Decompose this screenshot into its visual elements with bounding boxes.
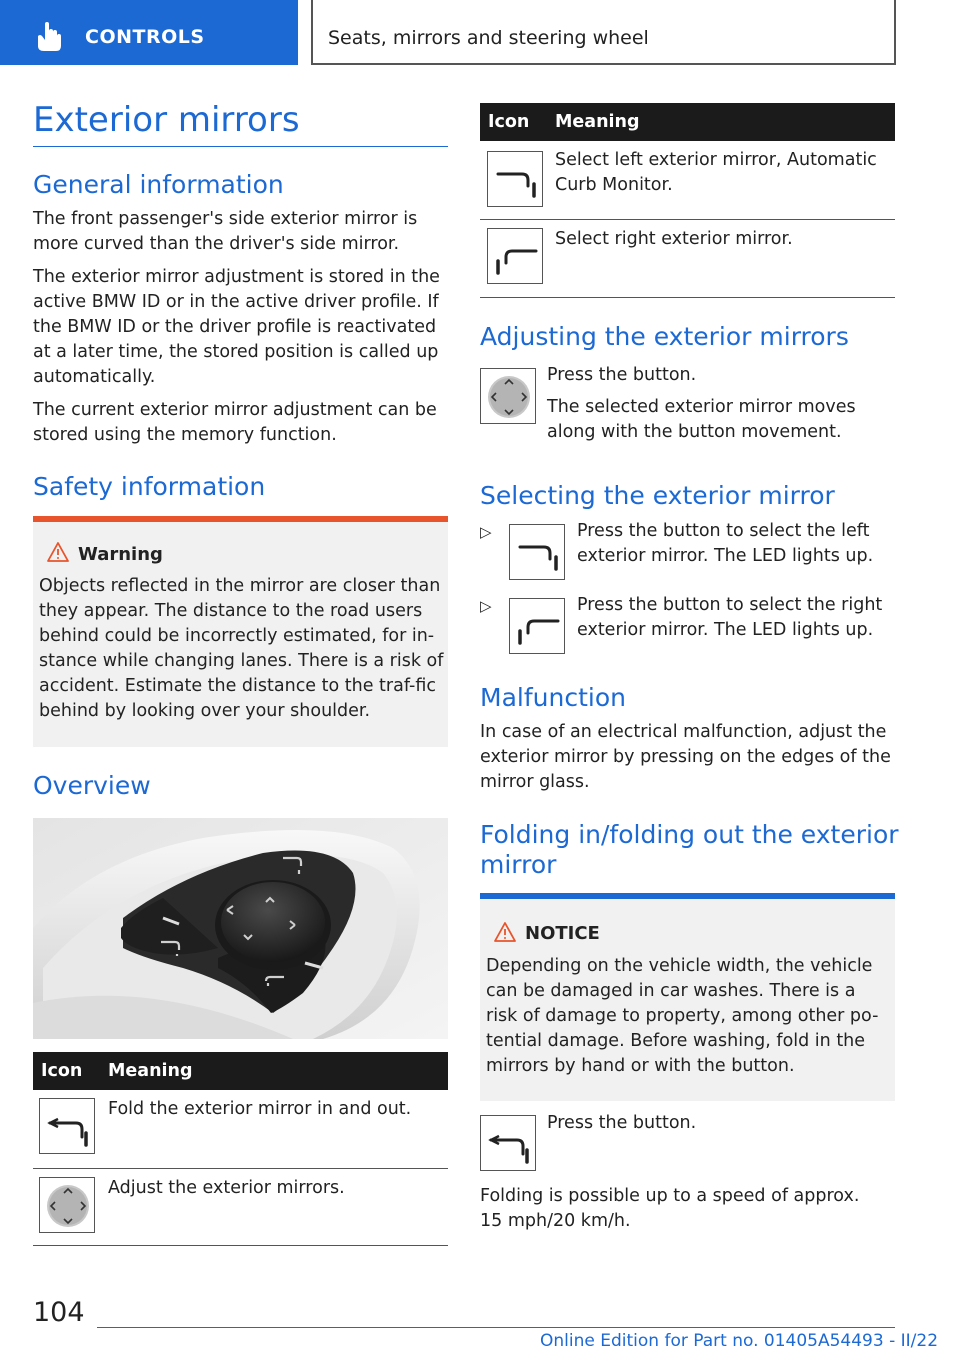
folding-p2-line2: 15 mph/20 km/h.	[480, 1211, 631, 1231]
warning-bar	[33, 516, 448, 522]
left-mirror-icon	[509, 524, 565, 580]
hand-touch-icon	[34, 22, 66, 52]
adjust-mirror-icon	[39, 1177, 95, 1233]
notice-box	[480, 893, 895, 1101]
general-p3: The current exterior mirror adjustment can be stored using the memory function.	[33, 400, 437, 445]
overview-table-header	[33, 1052, 448, 1090]
fold-mirror-icon	[480, 1115, 536, 1171]
row-meaning: Fold the exterior mirror in and out.	[108, 1099, 412, 1119]
general-p2: The exterior mirror adjustment is stored in the active BMW ID or in the active driver profile. If the BMW ID or the driver profile is reactivated at a later time, the stored position is called up automatically.	[33, 267, 440, 387]
folding-p1: Press the button.	[547, 1113, 697, 1133]
adjusting-p2: The selected exterior mirror moves along with the button movement.	[547, 397, 856, 442]
table-header-meaning: Meaning	[555, 112, 640, 132]
general-p1: The front passenger's side exterior mirror is more curved than the driver's side mirror.	[33, 209, 418, 254]
footer-rule	[97, 1327, 895, 1328]
notice-bar	[480, 893, 895, 899]
table-row	[33, 1169, 448, 1246]
bullet-arrow: ▷	[480, 523, 492, 541]
page-number: 104	[33, 1297, 85, 1328]
folding-heading-1: Folding in/folding out the exterior	[480, 820, 899, 849]
table-header-icon: Icon	[488, 112, 530, 132]
row-meaning: Select right exterior mirror.	[555, 229, 793, 249]
adjust-mirror-icon	[480, 368, 536, 424]
table-row	[480, 141, 895, 220]
overview-heading: Overview	[33, 771, 151, 800]
title-rule	[33, 146, 448, 147]
safety-heading: Safety information	[33, 472, 266, 501]
malfunction-p1: In case of an electrical malfunction, adjust the exterior mirror by pressing on the edges of the mirror glass.	[480, 722, 891, 792]
adjusting-heading: Adjusting the exterior mirrors	[480, 322, 849, 351]
folding-p2-line1: Folding is possible up to a speed of approx.	[480, 1186, 860, 1206]
adjusting-p1: Press the button.	[547, 365, 697, 385]
selecting-item1: Press the button to select the left exterior mirror. The LED lights up.	[577, 521, 874, 566]
warning-title: Warning	[78, 544, 163, 565]
notice-title: NOTICE	[525, 923, 600, 944]
chapter-title: Seats, mirrors and steering wheel	[328, 27, 649, 49]
table-row	[33, 1090, 448, 1169]
section-label: CONTROLS	[85, 26, 205, 48]
notice-icon	[494, 922, 516, 942]
page-title: Exterior mirrors	[33, 100, 300, 140]
select-table-header	[480, 103, 895, 141]
table-header-meaning: Meaning	[108, 1061, 193, 1081]
selecting-item2: Press the button to select the right exterior mirror. The LED lights up.	[577, 595, 883, 640]
section-tab[interactable]	[0, 0, 298, 65]
table-header-icon: Icon	[41, 1061, 83, 1081]
warning-body: Objects reflected in the mirror are closer than they appear. The distance to the road users behind could be incorrectly estimated, for in-stance while changing lanes. There is a risk of accident. Estimate the distance to the traf-fic behind by looking over your shoulder.	[39, 576, 444, 721]
mirror-control-photo	[33, 818, 448, 1039]
right-mirror-icon	[487, 228, 543, 284]
warning-box	[33, 516, 448, 747]
left-mirror-icon	[487, 151, 543, 207]
edition-link[interactable]: Online Edition for Part no. 01405A54493 - II/22	[540, 1331, 939, 1351]
folding-heading-2: mirror	[480, 850, 557, 879]
table-row	[480, 220, 895, 298]
selecting-heading: Selecting the exterior mirror	[480, 481, 835, 510]
right-mirror-icon	[509, 598, 565, 654]
malfunction-heading: Malfunction	[480, 683, 626, 712]
row-meaning: Select left exterior mirror, Automatic Curb Monitor.	[555, 150, 877, 195]
bullet-arrow: ▷	[480, 597, 492, 615]
notice-body: Depending on the vehicle width, the vehicle can be damaged in car washes. There is a risk of damage to property, among other po-tential damage. Before washing, fold in the mirrors by hand or with the button.	[486, 956, 879, 1076]
fold-mirror-icon	[39, 1098, 95, 1154]
warning-icon	[47, 542, 69, 562]
row-meaning: Adjust the exterior mirrors.	[108, 1178, 345, 1198]
general-heading: General information	[33, 170, 284, 199]
chapter-header	[311, 0, 896, 65]
